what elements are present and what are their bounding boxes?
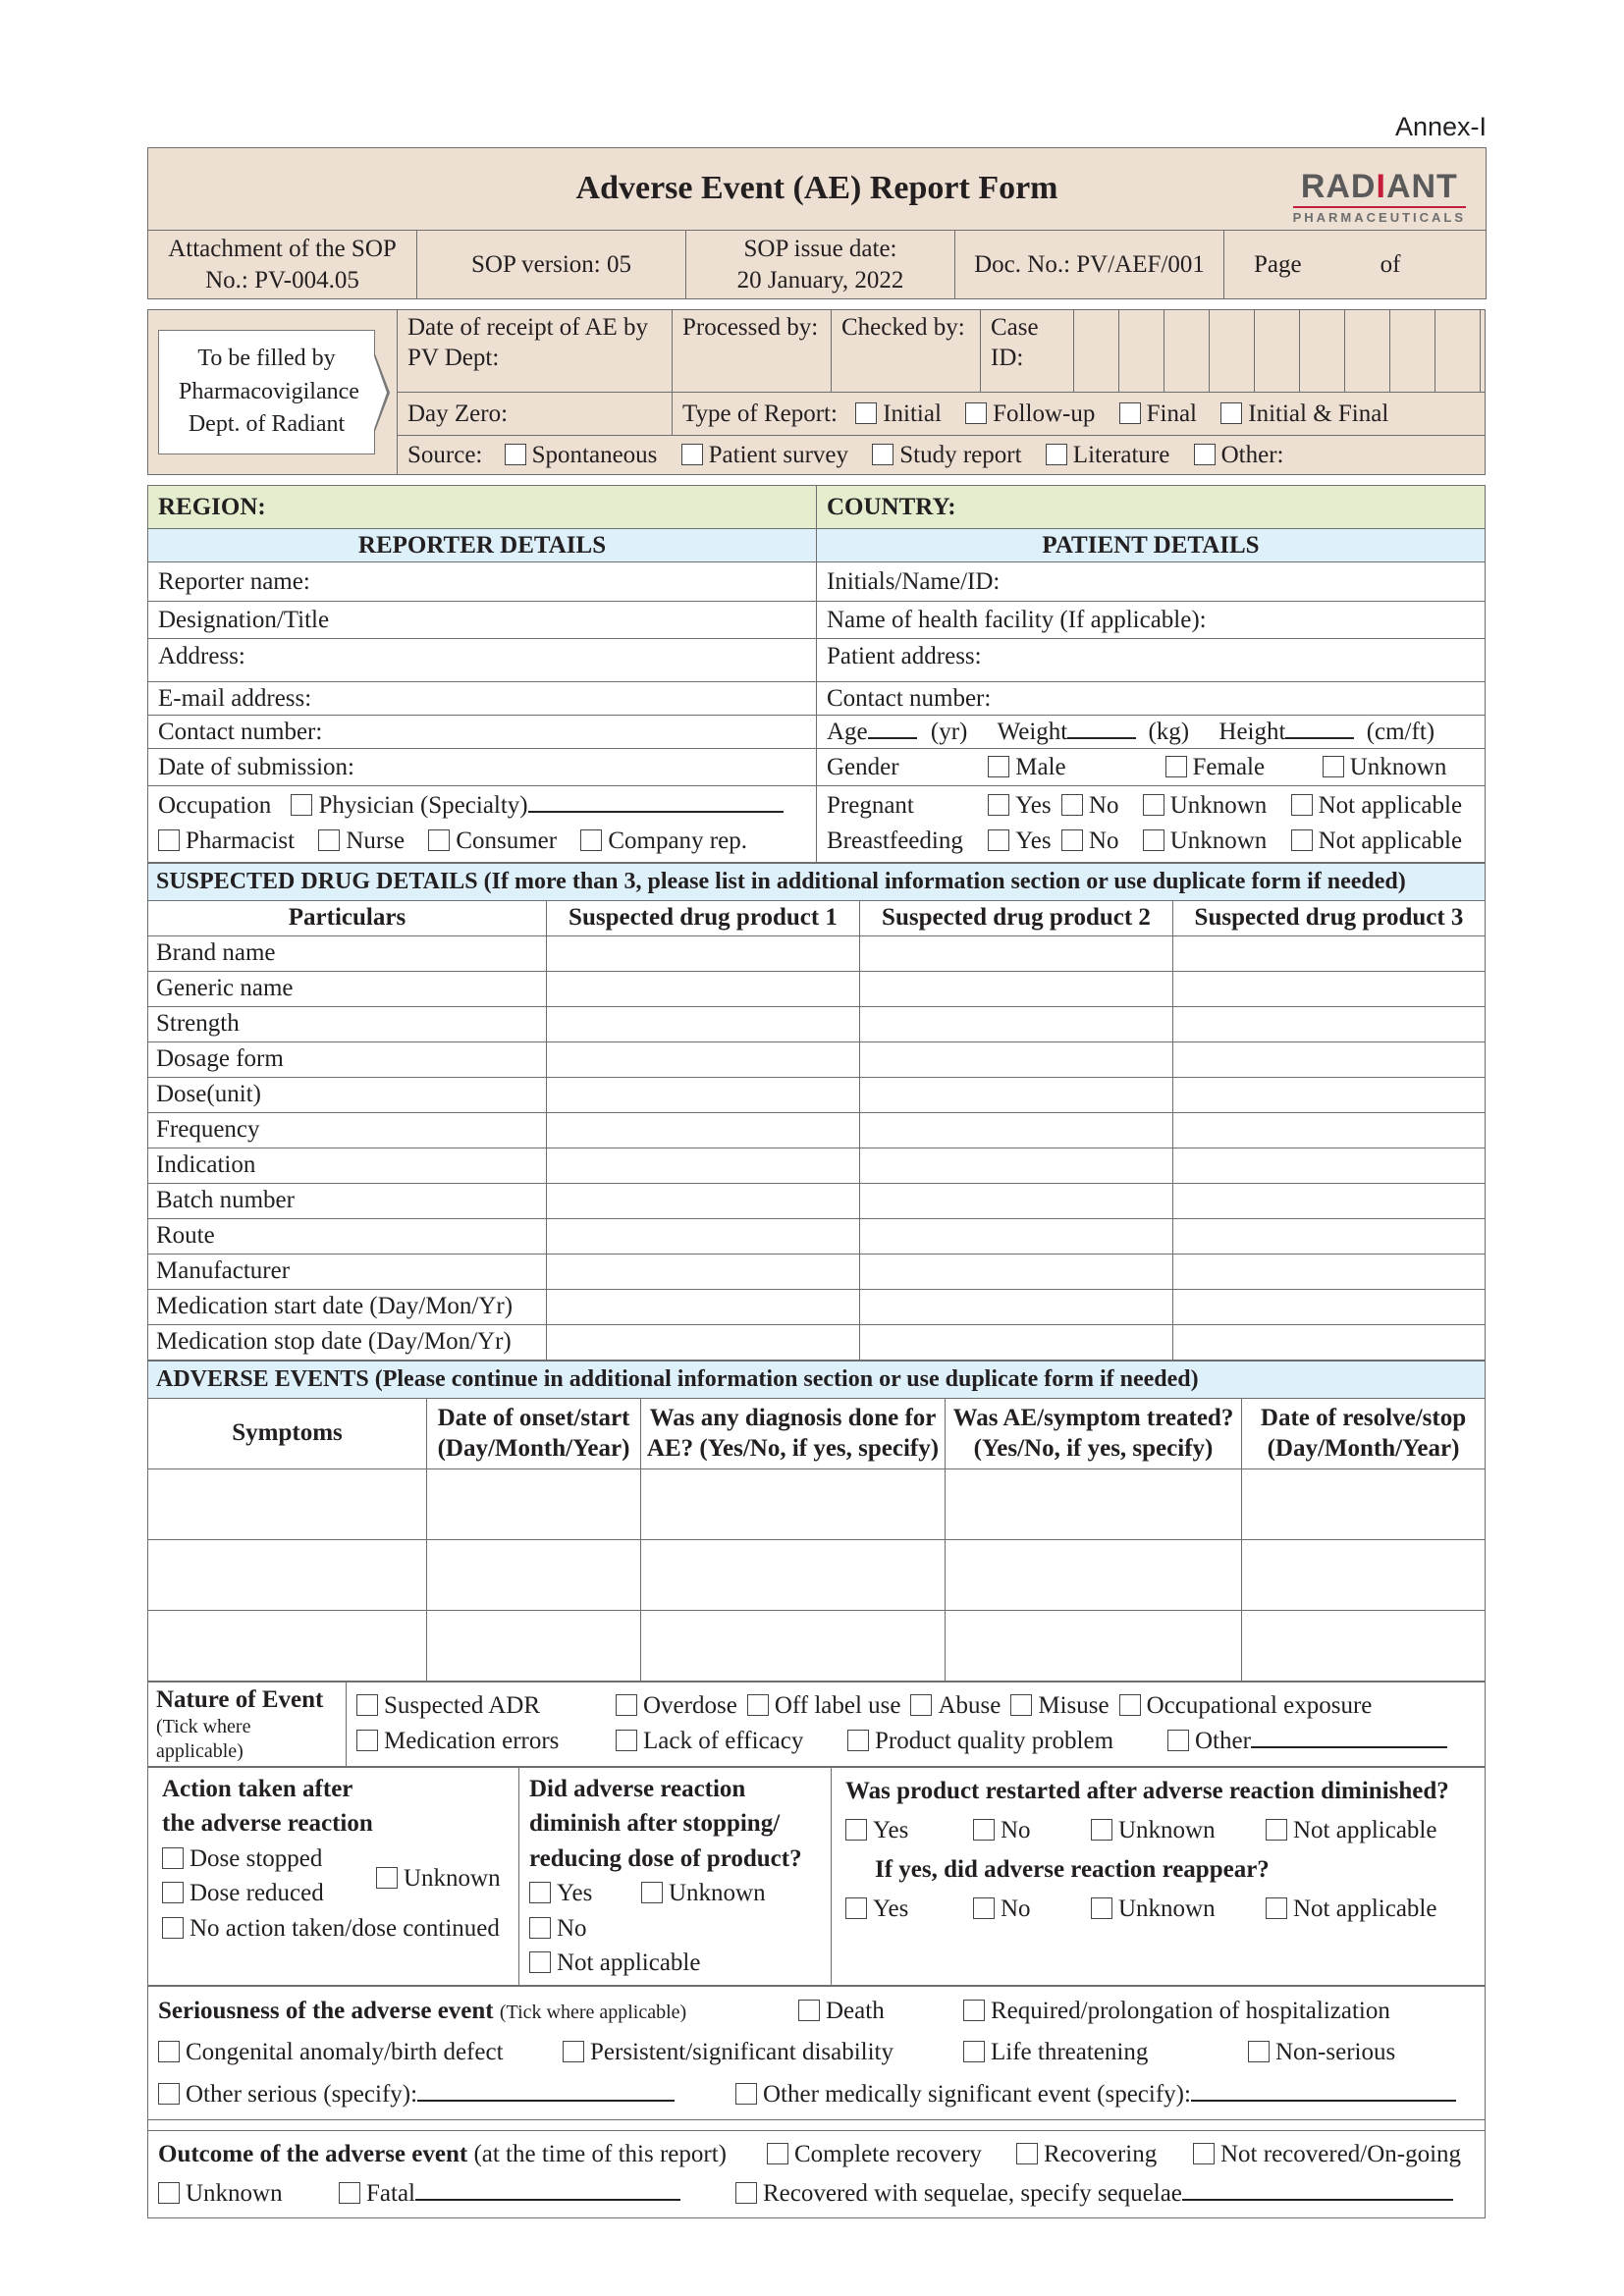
reporter-details-header: REPORTER DETAILS <box>148 529 817 562</box>
ae-col-symptoms: Symptoms <box>148 1398 427 1468</box>
checked-by-field[interactable]: Checked by: <box>832 310 981 393</box>
drug-row-label: Generic name <box>148 971 547 1006</box>
height-input[interactable] <box>1285 720 1354 739</box>
form-title: Adverse Event (AE) Report Form <box>575 170 1058 207</box>
day-zero-field[interactable]: Day Zero: <box>398 393 673 436</box>
drug-row-label: Batch number <box>148 1183 547 1218</box>
ae-col-resolve: Date of resolve/stop (Day/Month/Year) <box>1242 1398 1486 1468</box>
ae-cell[interactable] <box>641 1539 946 1610</box>
serious-non-serious-checkbox[interactable]: Non-serious <box>1248 2032 1395 2074</box>
drug-row <box>148 1324 1486 1360</box>
nature-of-event <box>147 1682 1486 1767</box>
restart-no-checkbox[interactable]: No <box>973 1811 1073 1850</box>
drug-row-label: Dose(unit) <box>148 1077 547 1112</box>
page-of: Page of <box>1224 231 1487 299</box>
drug-product-3-cell[interactable] <box>1173 1289 1486 1324</box>
source-study-report-checkbox[interactable]: Study report <box>872 440 1021 470</box>
drug-row <box>148 1289 1486 1324</box>
ae-cell[interactable] <box>427 1539 641 1610</box>
patient-contact-field[interactable]: Contact number: <box>817 682 1486 716</box>
drug-product-2-cell[interactable] <box>860 1077 1173 1112</box>
case-id-box[interactable] <box>1210 310 1255 393</box>
ae-cell[interactable] <box>148 1468 427 1539</box>
ae-col-diagnosis: Was any diagnosis done for AE? (Yes/No, if yes, specify) <box>641 1398 946 1468</box>
ae-cell[interactable] <box>427 1610 641 1681</box>
drug-col-particulars: Particulars <box>148 900 547 935</box>
seriousness-label: Seriousness of the adverse event <box>158 1997 494 2024</box>
ae-section-header: ADVERSE EVENTS (Please continue in additional information section or use duplicate form if needed) <box>148 1361 1486 1398</box>
nature-other-input[interactable] <box>1251 1729 1447 1748</box>
source-other-checkbox[interactable]: Other: <box>1194 440 1284 470</box>
drug-product-1-cell[interactable] <box>547 1041 860 1077</box>
no-action-checkbox[interactable]: No action taken/dose continued <box>162 1911 500 1947</box>
outcome-cell: Outcome of the adverse event (at the time of this report) Complete recovery Recovering Not recovered/On-going Unknown Fatal Recovered with sequelae, specify sequelae <box>148 2131 1486 2218</box>
country-field[interactable]: COUNTRY: <box>817 486 1486 529</box>
pv-section <box>147 309 1486 475</box>
ae-entry-row <box>148 1610 1486 1681</box>
restart-yes-checkbox[interactable]: Yes <box>845 1811 955 1850</box>
drug-row <box>148 1112 1486 1148</box>
case-id-box[interactable] <box>1074 310 1119 393</box>
reporter-contact-field[interactable]: Contact number: <box>148 716 817 749</box>
weight-input[interactable] <box>1067 720 1136 739</box>
outcome-not-recovered-checkbox[interactable]: Not recovered/On-going <box>1193 2135 1461 2174</box>
occupation-physician-checkbox[interactable]: Physician (Specialty) <box>291 788 783 824</box>
drug-product-1-cell[interactable] <box>547 1077 860 1112</box>
diminish-na-checkbox[interactable]: Not applicable <box>529 1946 700 1981</box>
ae-report-form <box>147 147 1486 2218</box>
physician-specialty-input[interactable] <box>528 793 784 813</box>
drug-row <box>148 1041 1486 1077</box>
ae-cell[interactable] <box>148 1539 427 1610</box>
pregnancy-cell: Pregnant Yes No Unknown Not applicable Breastfeeding Yes No Unknown Not applicable <box>817 786 1486 863</box>
receipt-date-field[interactable]: Date of receipt of AE by PV Dept: <box>398 310 673 393</box>
radiant-logo: RADIANT PHARMACEUTICALS <box>1292 168 1467 225</box>
pregnant-no-checkbox[interactable]: No <box>1061 788 1119 824</box>
sop-version: SOP version: 05 <box>417 231 686 299</box>
drug-row-label: Route <box>148 1218 547 1254</box>
pregnant-na-checkbox[interactable]: Not applicable <box>1291 788 1462 824</box>
drug-row-label: Manufacturer <box>148 1254 547 1289</box>
drug-product-1-cell[interactable] <box>547 1112 860 1148</box>
fatal-input[interactable] <box>415 2181 680 2201</box>
serious-hospitalization-checkbox[interactable]: Required/prolongation of hospitalization <box>963 1991 1390 2033</box>
dose-reduced-checkbox[interactable]: Dose reduced <box>162 1876 324 1911</box>
ae-entry-row <box>148 1539 1486 1610</box>
nature-options <box>347 1682 1486 1766</box>
drug-row-label: Indication <box>148 1148 547 1183</box>
drug-product-3-cell[interactable] <box>1173 935 1486 971</box>
case-id-box[interactable] <box>1119 310 1164 393</box>
drug-product-1-cell[interactable] <box>547 935 860 971</box>
nature-suspected-adr-checkbox[interactable]: Suspected ADR <box>356 1688 598 1724</box>
health-facility-field[interactable]: Name of health facility (If applicable): <box>817 602 1486 639</box>
drug-product-2-cell[interactable] <box>860 1148 1173 1183</box>
outcome-complete-checkbox[interactable]: Complete recovery <box>767 2135 1016 2174</box>
ae-cell[interactable] <box>1242 1468 1486 1539</box>
ae-cell[interactable] <box>946 1468 1242 1539</box>
nature-overdose-checkbox[interactable]: Overdose <box>616 1688 737 1724</box>
type-initial-final-checkbox[interactable]: Initial & Final <box>1220 399 1388 429</box>
doc-no: Doc. No.: PV/AEF/001 <box>955 231 1224 299</box>
pv-arrow-cell <box>148 310 398 475</box>
processed-by-field[interactable]: Processed by: <box>673 310 832 393</box>
ae-cell[interactable] <box>946 1610 1242 1681</box>
suspected-drug-table <box>147 863 1486 1361</box>
ae-cell[interactable] <box>1242 1539 1486 1610</box>
source-literature-checkbox[interactable]: Literature <box>1046 440 1170 470</box>
reporter-address-field[interactable]: Address: <box>148 639 817 682</box>
outcome-unknown-checkbox[interactable]: Unknown <box>158 2174 339 2214</box>
diminish-unknown-checkbox[interactable]: Unknown <box>641 1876 766 1911</box>
drug-row <box>148 1006 1486 1041</box>
occupation-pharmacist-checkbox[interactable]: Pharmacist <box>158 824 295 859</box>
drug-row <box>148 935 1486 971</box>
ae-cell[interactable] <box>427 1468 641 1539</box>
action-section <box>147 1767 1486 1986</box>
seriousness-cell: Seriousness of the adverse event (Tick where applicable) Death Required/prolongation of hospitalization Congenital anomaly/birth defect Persistent/significant disability Life threatening Non-serious Other serious (specify): Other medically significant event (specify): <box>148 1986 1486 2120</box>
breastfeeding-unknown-checkbox[interactable]: Unknown <box>1143 824 1268 859</box>
ae-cell[interactable] <box>946 1539 1242 1610</box>
ae-entry-row <box>148 1468 1486 1539</box>
ae-cell[interactable] <box>641 1468 946 1539</box>
drug-product-3-cell[interactable] <box>1173 1006 1486 1041</box>
drug-product-1-cell[interactable] <box>547 1289 860 1324</box>
drug-row <box>148 1254 1486 1289</box>
patient-initials-field[interactable]: Initials/Name/ID: <box>817 562 1486 602</box>
outcome-label: Outcome of the adverse event <box>158 2141 468 2168</box>
drug-product-2-cell[interactable] <box>860 1254 1173 1289</box>
drug-col-product-1: Suspected drug product 1 <box>547 900 860 935</box>
gender-unknown-checkbox[interactable]: Unknown <box>1323 752 1447 782</box>
nature-medication-errors-checkbox[interactable]: Medication errors <box>356 1724 598 1759</box>
pregnant-unknown-checkbox[interactable]: Unknown <box>1143 788 1268 824</box>
case-id-box[interactable] <box>1164 310 1210 393</box>
drug-product-1-cell[interactable] <box>547 1324 860 1360</box>
reappear-yes-checkbox[interactable]: Yes <box>845 1890 955 1929</box>
serious-death-checkbox[interactable]: Death <box>798 1991 963 2033</box>
drug-product-2-cell[interactable] <box>860 1324 1173 1360</box>
drug-product-3-cell[interactable] <box>1173 1041 1486 1077</box>
occupation-consumer-checkbox[interactable]: Consumer <box>428 824 557 859</box>
drug-col-product-3: Suspected drug product 3 <box>1173 900 1486 935</box>
nature-occupational-checkbox[interactable]: Occupational exposure <box>1119 1688 1373 1724</box>
type-final-checkbox[interactable]: Final <box>1119 399 1197 429</box>
drug-product-3-cell[interactable] <box>1173 1112 1486 1148</box>
other-serious-input[interactable] <box>417 2082 675 2102</box>
case-id-box[interactable] <box>1390 310 1435 393</box>
adverse-events-table <box>147 1361 1486 1682</box>
drug-product-3-cell[interactable] <box>1173 971 1486 1006</box>
nature-misuse-checkbox[interactable]: Misuse <box>1010 1688 1109 1724</box>
type-initial-checkbox[interactable]: Initial <box>855 399 942 429</box>
occupation-nurse-checkbox[interactable]: Nurse <box>318 824 405 859</box>
drug-row <box>148 971 1486 1006</box>
ae-cell[interactable] <box>641 1610 946 1681</box>
nature-label-cell: Nature of Event (Tick where applicable) <box>148 1682 347 1766</box>
designation-field[interactable]: Designation/Title <box>148 602 817 639</box>
drug-row-label: Medication stop date (Day/Mon/Yr) <box>148 1324 547 1360</box>
drug-product-2-cell[interactable] <box>860 1006 1173 1041</box>
occupation-cell: Occupation Physician (Specialty) Pharmacist Nurse Consumer Company rep. <box>148 786 817 863</box>
case-id-box[interactable] <box>1300 310 1345 393</box>
sequelae-input[interactable] <box>1182 2181 1453 2201</box>
drug-product-3-cell[interactable] <box>1173 1218 1486 1254</box>
reappear-unknown-checkbox[interactable]: Unknown <box>1091 1890 1248 1929</box>
nature-other-checkbox[interactable]: Other <box>1167 1724 1447 1759</box>
sop-issue-date: SOP issue date: 20 January, 2022 <box>686 231 955 299</box>
ae-cell[interactable] <box>1242 1610 1486 1681</box>
drug-product-1-cell[interactable] <box>547 1148 860 1183</box>
drug-rows <box>148 935 1486 1360</box>
action-taken-cell: Action taken after the adverse reaction Dose stopped Dose reduced No action taken/dose continued Unknown <box>148 1767 519 1985</box>
serious-disability-checkbox[interactable]: Persistent/significant disability <box>563 2032 963 2074</box>
drug-product-1-cell[interactable] <box>547 1254 860 1289</box>
outcome-section <box>147 2130 1486 2218</box>
drug-product-1-cell[interactable] <box>547 1218 860 1254</box>
drug-row-label: Frequency <box>148 1112 547 1148</box>
gender-female-checkbox[interactable]: Female <box>1165 752 1299 782</box>
form-header <box>147 147 1487 299</box>
dose-stopped-checkbox[interactable]: Dose stopped <box>162 1842 322 1877</box>
drug-row-label: Dosage form <box>148 1041 547 1077</box>
nature-lack-efficacy-checkbox[interactable]: Lack of efficacy <box>616 1724 847 1759</box>
drug-product-3-cell[interactable] <box>1173 1183 1486 1218</box>
drug-product-3-cell[interactable] <box>1173 1077 1486 1112</box>
occupation-company-rep-checkbox[interactable]: Company rep. <box>580 824 747 859</box>
age-weight-height-row: Age (yr) Weight (kg) Height (cm/ft) <box>817 716 1486 749</box>
reporter-email-field[interactable]: E-mail address: <box>148 682 817 716</box>
drug-product-2-cell[interactable] <box>860 1218 1173 1254</box>
outcome-sequelae-checkbox[interactable]: Recovered with sequelae, specify sequelae <box>735 2174 1453 2214</box>
attachment: Attachment of the SOP No.: PV-004.05 <box>148 231 417 299</box>
drug-row <box>148 1148 1486 1183</box>
drug-product-1-cell[interactable] <box>547 971 860 1006</box>
drug-product-2-cell[interactable] <box>860 935 1173 971</box>
drug-product-2-cell[interactable] <box>860 1112 1173 1148</box>
drug-col-product-2: Suspected drug product 2 <box>860 900 1173 935</box>
case-id-box[interactable] <box>1345 310 1390 393</box>
pregnant-yes-checkbox[interactable]: Yes <box>988 788 1051 824</box>
drug-row <box>148 1077 1486 1112</box>
ae-col-onset: Date of onset/start (Day/Month/Year) <box>427 1398 641 1468</box>
form-title-cell <box>148 148 1487 231</box>
nature-abuse-checkbox[interactable]: Abuse <box>910 1688 1001 1724</box>
drug-product-2-cell[interactable] <box>860 1289 1173 1324</box>
breastfeeding-na-checkbox[interactable]: Not applicable <box>1291 824 1462 859</box>
serious-life-threatening-checkbox[interactable]: Life threatening <box>963 2032 1248 2074</box>
case-id-label: Case ID: <box>981 310 1074 393</box>
drug-row <box>148 1183 1486 1218</box>
case-id-box[interactable] <box>1481 310 1486 393</box>
reporter-patient-section <box>147 485 1486 863</box>
case-id-box[interactable] <box>1435 310 1481 393</box>
diminish-cell: Did adverse reaction diminish after stopping/ reducing dose of product? Yes Unknown NoNot applicable <box>519 1767 832 1985</box>
serious-congenital-checkbox[interactable]: Congenital anomaly/birth defect <box>158 2032 563 2074</box>
source-row: Source: Spontaneous Patient survey Study report Literature Other: <box>398 436 1486 475</box>
drug-product-3-cell[interactable] <box>1173 1324 1486 1360</box>
annex-label: Annex-I <box>1394 112 1487 141</box>
diminish-yes-checkbox[interactable]: Yes <box>529 1876 623 1911</box>
drug-row <box>148 1218 1486 1254</box>
drug-row-label: Strength <box>148 1006 547 1041</box>
reappear-na-checkbox[interactable]: Not applicable <box>1266 1890 1436 1929</box>
gender-male-checkbox[interactable]: Male <box>988 752 1141 782</box>
report-type-row: Type of Report: Initial Follow-up Final Initial & Final <box>673 393 1486 436</box>
drug-product-2-cell[interactable] <box>860 1183 1173 1218</box>
breastfeeding-no-checkbox[interactable]: No <box>1061 824 1119 859</box>
action-unknown-checkbox[interactable]: Unknown <box>376 1861 501 1896</box>
type-followup-checkbox[interactable]: Follow-up <box>965 399 1095 429</box>
drug-product-1-cell[interactable] <box>547 1183 860 1218</box>
outcome-recovering-checkbox[interactable]: Recovering <box>1016 2135 1193 2174</box>
outcome-fatal-checkbox[interactable]: Fatal <box>339 2174 735 2214</box>
pv-arrow: To be filled by Pharmacovigilance Dept. of Radiant <box>158 330 375 454</box>
drug-product-3-cell[interactable] <box>1173 1148 1486 1183</box>
serious-other-medical-checkbox[interactable]: Other medically significant event (specify): <box>735 2074 1456 2116</box>
age-input[interactable] <box>868 720 917 739</box>
reporter-name-field[interactable]: Reporter name: <box>148 562 817 602</box>
drug-section-header: SUSPECTED DRUG DETAILS (If more than 3, please list in additional information section or use duplicate form if needed) <box>148 863 1486 900</box>
serious-other-checkbox[interactable]: Other serious (specify): <box>158 2074 735 2116</box>
source-patient-survey-checkbox[interactable]: Patient survey <box>681 440 848 470</box>
breastfeeding-yes-checkbox[interactable]: Yes <box>988 824 1051 859</box>
region-field[interactable]: REGION: <box>148 486 817 529</box>
drug-product-2-cell[interactable] <box>860 1041 1173 1077</box>
drug-row-label: Medication start date (Day/Mon/Yr) <box>148 1289 547 1324</box>
submission-date-field[interactable]: Date of submission: <box>148 749 817 786</box>
source-spontaneous-checkbox[interactable]: Spontaneous <box>505 440 658 470</box>
reappear-no-checkbox[interactable]: No <box>973 1890 1073 1929</box>
case-id-box[interactable] <box>1255 310 1300 393</box>
restart-na-checkbox[interactable]: Not applicable <box>1266 1811 1436 1850</box>
gender-row: Gender Male Female Unknown <box>817 749 1486 786</box>
nature-off-label-checkbox[interactable]: Off label use <box>747 1688 901 1724</box>
seriousness-section <box>147 1986 1486 2121</box>
drug-product-3-cell[interactable] <box>1173 1254 1486 1289</box>
diminish-no-checkbox[interactable]: No <box>529 1911 623 1947</box>
patient-address-field[interactable]: Patient address: <box>817 639 1486 682</box>
ae-col-treated: Was AE/symptom treated? (Yes/No, if yes, specify) <box>946 1398 1242 1468</box>
drug-product-1-cell[interactable] <box>547 1006 860 1041</box>
nature-product-quality-checkbox[interactable]: Product quality problem <box>847 1724 1167 1759</box>
drug-product-2-cell[interactable] <box>860 971 1173 1006</box>
other-medical-input[interactable] <box>1191 2082 1456 2102</box>
restart-cell: Was product restarted after adverse reaction diminished? Yes No Unknown Not applicable If yes, did adverse reaction reappear? Yes No Unknown Not applicable <box>832 1767 1486 1985</box>
restart-unknown-checkbox[interactable]: Unknown <box>1091 1811 1248 1850</box>
patient-details-header: PATIENT DETAILS <box>817 529 1486 562</box>
drug-row-label: Brand name <box>148 935 547 971</box>
ae-cell[interactable] <box>148 1610 427 1681</box>
